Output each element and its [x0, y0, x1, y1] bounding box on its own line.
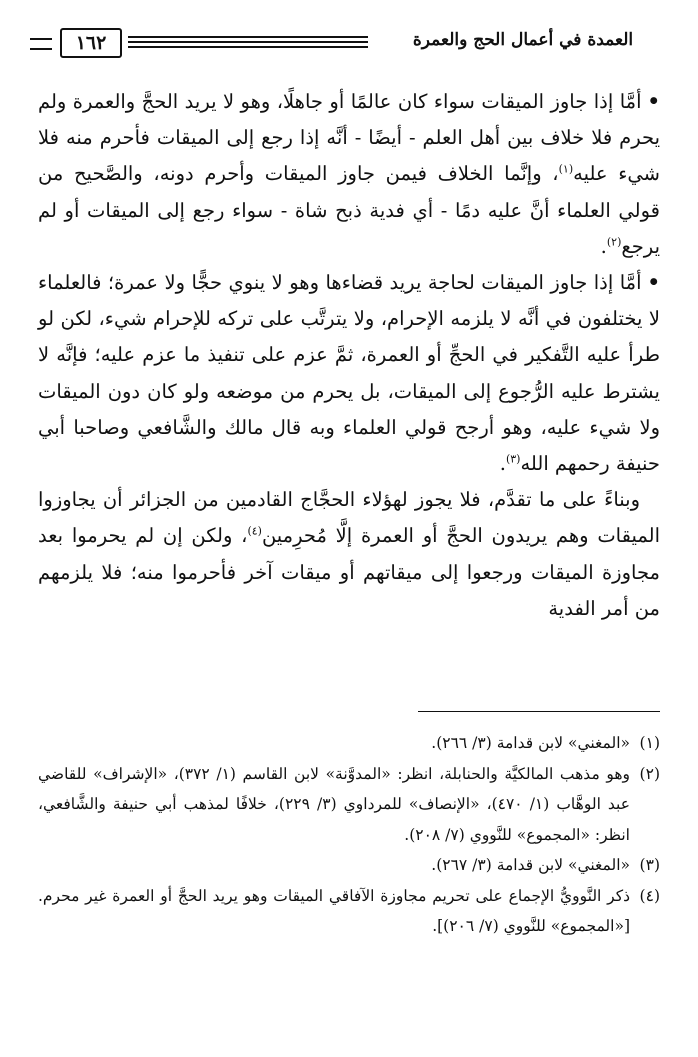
footnotes	[38, 728, 660, 942]
footnote-4	[38, 881, 660, 942]
paragraph-1-text-a: أمَّا إذا جاوز الميقات سواء كان عالمًا أو جاهلًا، وهو لا يريد الحجَّ والعمرة ولم يحرم فلا خلاف بين أهل العلم - أيضًا - أنَّه إذا رجع إلى الميقات فأحرم منه فلا شيء عليه	[38, 90, 661, 186]
footnote-text: «المغني» لابن قدامة (٣/ ٢٦٧).	[431, 856, 630, 874]
footnote-text: وهو مذهب المالكيَّة والحنابلة، انظر: «المدوَّنة» لابن القاسم (١/ ٣٧٢)، «الإشراف» للقاضي عبد الوهَّاب (١/ ٤٧٠)، «الإنصاف» للمرداوي (٣/ ٢٢٩)، خلافًا لمذهب أبي حنيفة والشَّافعي، انظر: «المجموع» للنَّووي (٧/ ٢٠٨).	[38, 764, 631, 844]
paragraph-2	[38, 265, 660, 482]
running-title: العمدة في أعمال الحج والعمرة	[412, 30, 634, 50]
footnote-text: ذكر النَّوويُّ الإجماع على تحريم مجاوزة الآفاقي الميقات وهو يريد الحجَّ أو العمرة غير محرم. [«المجموع» للنَّووي (٧/ ٢٠٦)].	[38, 886, 630, 935]
bullet-mark: •	[647, 271, 660, 295]
footnote-number: (٣)	[639, 856, 660, 874]
header-ornament-left	[30, 38, 52, 50]
paragraph-3	[38, 482, 660, 627]
bullet-mark: •	[647, 90, 660, 113]
footnote-ref-2[interactable]: (٢)	[606, 235, 622, 249]
footnote-number: (٢)	[639, 764, 660, 783]
footnote-text: «المغني» لابن قدامة (٣/ ٢٦٦).	[431, 734, 630, 752]
footnote-ref-4[interactable]: (٤)	[247, 524, 262, 538]
paragraph-1-text-b: ، وإنَّما الخلاف فيمن جاوز الميقات وأحرم دونه، والصَّحيح من قولي العلماء أنَّ عليه دمًا - أي فدية ذبح شاة - سواء رجع إلى الميقات أو لم يرجع	[38, 162, 660, 258]
footnote-separator	[418, 711, 660, 712]
paragraph-2-text-a: أمَّا إذا جاوز الميقات لحاجة يريد قضاءها وهو لا ينوي حجًّا ولا عمرة؛ فالعلماء لا يختلفون في أنَّه لا يلزمه الإحرام، ولا يترتَّب على تركه للإحرام شيء، لكن لو طرأ عليه التَّفكير في الحجِّ أو العمرة، ثمَّ عزم على تنفيذ ما عزم عليه؛ فإنَّه لا يشترط عليه الرُّجوع إلى الميقات، بل يحرم من موضعه ولو كان دون الميقات ولا شيء عليه، وهو أرجح قولي العلماء وبه قال مالك والشَّافعي وصاحبا أبي حنيفة رحمهم الله	[38, 271, 660, 476]
paragraph-2-text-b: .	[499, 452, 506, 476]
paragraph-3-text-b: ، ولكن إن لم يحرموا بعد مجاوزة الميقات ورجعوا إلى ميقاتهم أو ميقات آخر فأحرموا منه؛ فلا يلزمهم من أمر الفدية	[38, 524, 660, 620]
footnote-3	[38, 850, 660, 881]
page-number: ١٦٢	[60, 28, 122, 58]
footnote-number: (١)	[639, 734, 660, 752]
running-header	[30, 28, 668, 68]
paragraph-1	[38, 84, 660, 265]
paragraph-1-text-c: .	[600, 234, 607, 258]
footnote-number: (٤)	[639, 886, 660, 905]
footnote-ref-1[interactable]: (١)	[558, 162, 574, 176]
footnote-1	[38, 728, 660, 759]
main-text	[38, 84, 660, 627]
paragraph-3-text-a: وبناءً على ما تقدَّم، فلا يجوز لهؤلاء الحجَّاج القادمين من الجزائر أن يجاوزوا الميقات وهم يريدون الحجَّ أو العمرة إلَّا مُحرِمين	[38, 488, 660, 548]
footnote-ref-3[interactable]: (٣)	[505, 452, 521, 466]
footnote-2	[38, 759, 660, 851]
header-ornament-rule	[128, 36, 368, 48]
